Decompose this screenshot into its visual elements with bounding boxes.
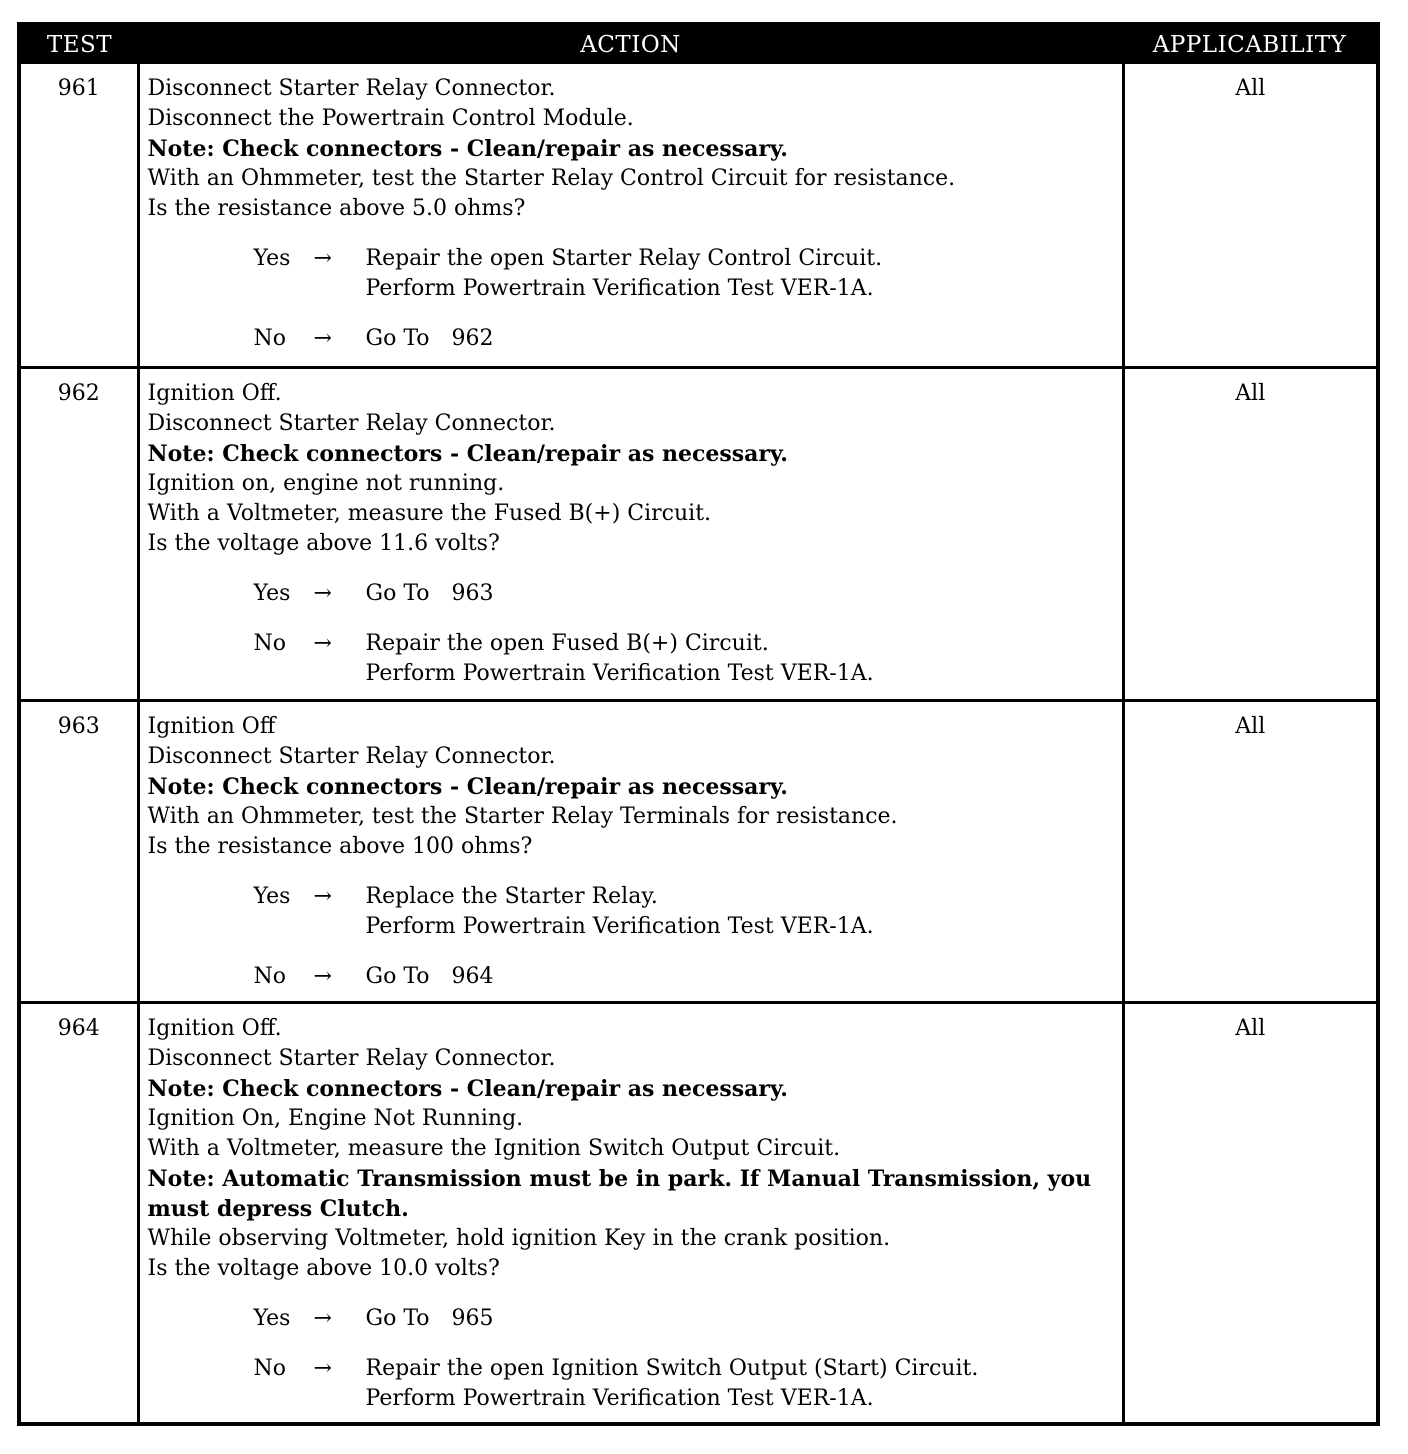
outcome-result-line: Perform Powertrain Verification Test VER-1A. [365,276,874,301]
outcome-label: No [253,1355,286,1381]
test-number: 961 [21,64,138,367]
arrow-icon: → [313,326,332,351]
outcome-yes [148,244,1114,304]
outcome-result-line: Replace the Starter Relay. [365,883,658,909]
outcome-no [148,629,1114,689]
step-text: With a Voltmeter, measure the Fused B(+) Circuit. [147,500,712,526]
table-row [21,367,1376,700]
step-text: While observing Voltmeter, hold ignition Key in the crank position. [147,1225,891,1251]
diagnostic-test-table [17,22,1380,1426]
action-cell [138,64,1123,367]
outcome-label: Yes [253,580,291,606]
outcomes [148,1304,1114,1414]
arrow-icon: → [313,630,332,656]
applicability-value: All [1123,700,1376,1002]
outcome-result [366,579,1114,609]
step-text: Disconnect the Powertrain Control Module. [147,106,634,131]
step-text: Ignition Off. [147,1015,282,1041]
note-text: Note: Check connectors - Clean/repair as necessary. [147,136,788,162]
goto-label: Go To [365,1305,430,1331]
arrow-icon: → [313,883,332,909]
table-row [21,1002,1376,1422]
action-cell [138,367,1123,700]
applicability-value: All [1123,1002,1376,1422]
goto-test-number: 964 [451,963,494,989]
step-text: Ignition Off [147,713,276,739]
step-text: Ignition on, engine not running. [147,470,505,496]
outcome-label: No [253,630,286,656]
outcome-label: Yes [253,1305,291,1331]
outcome-no [148,324,1114,354]
step-text: Is the resistance above 5.0 ohms? [147,196,526,221]
note-text: Note: Check connectors - Clean/repair as necessary. [147,1075,788,1102]
step-text: Disconnect Starter Relay Connector. [147,1045,556,1071]
goto-label: Go To [365,963,430,989]
arrow-icon: → [313,1305,332,1331]
goto-test-number: 965 [451,1305,494,1331]
header-action: ACTION [138,26,1123,64]
table-row [21,700,1376,1002]
outcomes [148,579,1114,689]
outcome-result-line: Perform Powertrain Verification Test VER-1A. [365,913,874,939]
outcome-result-line: Repair the open Starter Relay Control Circuit. [365,246,883,271]
outcome-result-line: Perform Powertrain Verification Test VER-1A. [365,1385,874,1411]
applicability-value: All [1123,367,1376,700]
outcome-result [366,882,1114,942]
outcome-result [366,244,1114,304]
note-text: Note: Automatic Transmission must be in park. If Manual Transmission, you must depress Clutch. [147,1165,1092,1222]
step-text: Is the voltage above 10.0 volts? [147,1255,500,1281]
step-text: Ignition On, Engine Not Running. [147,1105,524,1131]
note-text: Note: Check connectors - Clean/repair as necessary. [147,773,788,800]
step-text: Disconnect Starter Relay Connector. [147,410,556,436]
step-text: With an Ohmmeter, test the Starter Relay Terminals for resistance. [147,803,898,829]
action-cell [138,1002,1123,1422]
header-test: TEST [21,26,138,64]
outcome-result [366,324,1114,354]
goto-label: Go To [365,580,430,606]
step-text: With an Ohmmeter, test the Starter Relay Control Circuit for resistance. [147,166,956,191]
test-number: 962 [21,367,138,700]
outcomes [148,882,1114,992]
outcome-label: No [253,963,286,989]
outcome-label: No [253,326,286,351]
outcome-result-line: Perform Powertrain Verification Test VER-1A. [365,660,874,686]
outcome-label: Yes [253,246,291,271]
goto-test-number: 963 [451,580,494,606]
header-row [21,26,1376,64]
step-text: Disconnect Starter Relay Connector. [147,76,556,101]
arrow-icon: → [313,963,332,989]
outcome-result-line: Repair the open Ignition Switch Output (Start) Circuit. [365,1355,979,1381]
step-text: Ignition Off. [147,380,282,406]
outcome-yes [148,579,1114,609]
note-text: Note: Check connectors - Clean/repair as necessary. [147,440,788,467]
outcome-result [366,1354,1114,1414]
action-cell [138,700,1123,1002]
header-applicability: APPLICABILITY [1123,26,1376,64]
goto-label: Go To [365,326,430,351]
step-text: With a Voltmeter, measure the Ignition Switch Output Circuit. [147,1135,841,1161]
outcome-result [366,629,1114,689]
arrow-icon: → [313,580,332,606]
outcome-yes [148,1304,1114,1334]
step-text: Disconnect Starter Relay Connector. [147,743,556,769]
step-text: Is the resistance above 100 ohms? [147,833,533,859]
outcome-label: Yes [253,883,291,909]
test-number: 964 [21,1002,138,1422]
outcome-result [366,1304,1114,1334]
outcome-result [366,962,1114,992]
outcome-result-line: Repair the open Fused B(+) Circuit. [365,630,769,656]
test-table [21,26,1376,1422]
test-number: 963 [21,700,138,1002]
applicability-value: All [1123,64,1376,367]
arrow-icon: → [313,1355,332,1381]
outcome-no [148,962,1114,992]
arrow-icon: → [313,246,332,271]
outcomes [148,244,1114,354]
goto-test-number: 962 [451,326,494,351]
step-text: Is the voltage above 11.6 volts? [147,530,500,556]
table-row [21,64,1376,367]
outcome-yes [148,882,1114,942]
outcome-no [148,1354,1114,1414]
